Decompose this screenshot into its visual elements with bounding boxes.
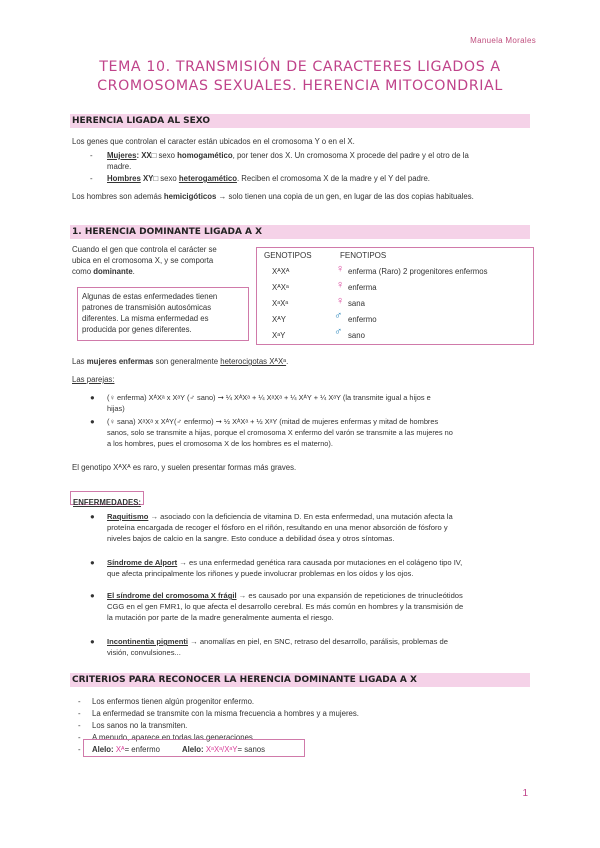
s2-intro-l3c: .	[132, 267, 135, 276]
muj-underline: heterocigotas XᴬXᵃ	[220, 357, 287, 366]
enf-l1: → anomalías en piel, en SNC, retraso del desarrollo, parálisis, problemas de	[188, 637, 449, 646]
enf-l2: proteína encargada de recoger el fósforo en el riñón, resultando en una menor absorción de fósforo y	[107, 523, 448, 532]
enf-l3: la mutación por parte de la madre generalmente aumenta el riesgo.	[107, 613, 334, 622]
alelo-rest: = enfermo	[124, 745, 160, 754]
s2-intro-l2: ubica en el cromosoma X, y se comporta	[72, 256, 214, 265]
s2-intro-l3a: como	[72, 267, 94, 276]
bullet-dot: ●	[90, 417, 95, 426]
hemi-b: → solo tienen una copia de un gen, en lugar de las dos copias habituales.	[216, 192, 474, 201]
female-icon: ♀	[336, 279, 345, 291]
enfermedades-heading-box	[70, 491, 144, 505]
note-l1: Algunas de estas enfermedades tienen	[82, 292, 218, 301]
enf-incontinentia	[107, 636, 535, 658]
enf-raquitismo	[107, 511, 535, 544]
genotype-table-box	[256, 247, 534, 345]
table-row-1-genotype: XᴬXᴬ	[272, 267, 290, 276]
pareja-2-l2: sanos, solo se transmite a hijas, porque el cromosoma X enfermo del varón se transmite a las mujeres no	[107, 428, 453, 437]
heading-herencia-ligada: HERENCIA LIGADA AL SEXO	[70, 114, 530, 128]
table-row-4-phenotype: enfermo	[348, 315, 377, 324]
note-text	[82, 291, 246, 335]
title-line-2: CROMOSOMAS SEXUALES. HERENCIA MITOCONDRIAL	[97, 78, 503, 94]
pareja-2-l1: (♀ sana) XᵃXᵃ x XᴬY(♂ enfermo) ➞ ½ XᴬXᵃ + ½ XᵃY (mitad de mujeres enfermas y mitad de hombres	[107, 417, 439, 426]
table-col-fenotipos: FENOTIPOS	[340, 251, 387, 260]
criterio-3: Los sanos no la transmiten.	[92, 721, 188, 730]
criterio-4: A menudo, aparece en todas las generaciones.	[92, 733, 255, 742]
mujeres-genotype: : XX	[136, 151, 152, 160]
alelo-label: Alelo:	[182, 745, 204, 754]
male-icon: ♂	[334, 326, 343, 338]
enfermedades-heading: ENFERMEDADES:	[73, 498, 142, 507]
muj-bold: mujeres enfermas	[86, 357, 154, 366]
alelo-value: XᵃXᵃ/XᵃY	[203, 745, 238, 754]
female-icon: ♀	[336, 263, 345, 275]
bullet-dot: ●	[90, 512, 95, 521]
enf-term: Incontinentia pigmenti	[107, 637, 188, 646]
hemi-bold: hemicigóticos	[163, 192, 217, 201]
page-number: 1	[522, 788, 528, 799]
hombres-item	[107, 173, 430, 184]
heading-criterios: CRITERIOS PARA RECONOCER LA HERENCIA DOMINANTE LIGADA A X	[70, 673, 530, 687]
hemicigoticos-text	[72, 191, 474, 202]
s2-intro	[72, 244, 252, 277]
bullet-dot: ●	[90, 393, 95, 402]
hombres-genotype: XY	[140, 174, 154, 183]
bullet-dash: -	[90, 151, 93, 160]
muj-b: son generalmente	[153, 357, 221, 366]
bullet-dot: ●	[90, 637, 95, 646]
bullet-dash: -	[78, 733, 81, 742]
enf-l2: CGG en el gen FMR1, lo que afecta el desarrollo cerebral. Es más común en hombres y la transmisión de	[107, 602, 464, 611]
pareja-1-l1: (♀ enferma) XᴬXᵃ x XᵃY (♂ sano) ➞ ¼ XᴬXᵃ + ¼ XᵃXᵃ + ¼ XᴬY + ¼ XᵃY (la transmite igual a hijos e	[107, 393, 431, 402]
heading-herencia-dominante: 1. HERENCIA DOMINANTE LIGADA A X	[70, 225, 530, 239]
enf-term: El síndrome del cromosoma X frágil	[107, 591, 237, 600]
hombres-text: sexo	[160, 174, 179, 183]
mujeres-text: sexo	[158, 151, 178, 160]
criterio-2: La enfermedad se transmite con la misma frecuencia a hombres y a mujeres.	[92, 709, 359, 718]
enf-term: Síndrome de Alport	[107, 558, 178, 567]
male-icon: ♂	[334, 310, 343, 322]
page-title	[60, 58, 540, 96]
table-col-genotipos: GENOTIPOS	[264, 251, 312, 260]
mujeres-item	[107, 150, 527, 172]
mujeres-text-4: madre.	[107, 162, 132, 171]
female-icon: ♀	[336, 295, 345, 307]
bullet-dash: -	[78, 697, 81, 706]
bullet-dash: -	[78, 721, 81, 730]
pareja-1	[107, 392, 535, 414]
alelo-enfermo	[92, 744, 160, 755]
muj-a: Las	[72, 357, 87, 366]
mujeres-term: Mujeres	[107, 151, 137, 160]
table-row-1-phenotype: enferma (Raro) 2 progenitores enfermos	[348, 267, 488, 276]
hombres-text-3: . Reciben el cromosoma X de la madre y el Y del padre.	[236, 174, 430, 183]
bullet-dot: ●	[90, 591, 95, 600]
table-row-4-genotype: XᴬY	[272, 315, 286, 324]
alelo-sano	[182, 744, 265, 755]
arrow-icon: □	[151, 151, 157, 160]
note-l3: diferentes. La misma enfermedad es	[82, 314, 209, 323]
enf-l1: → es una enfermedad genética rara causada por mutaciones en el colágeno tipo IV,	[177, 558, 463, 567]
note-l2: patrones de transmisión autosómicas	[82, 303, 212, 312]
note-l4: producida por genes diferentes.	[82, 325, 192, 334]
table-row-5-genotype: XᵃY	[272, 331, 286, 340]
bullet-dot: ●	[90, 558, 95, 567]
table-row-2-genotype: XᴬXᵃ	[272, 283, 289, 292]
author-name: Manuela Morales	[470, 36, 536, 45]
table-row-2-phenotype: enferma	[348, 283, 377, 292]
hemi-a: Los hombres son además	[72, 192, 164, 201]
mujeres-text-3: , por tener dos X. Un cromosoma X procede del padre y el otro de la	[232, 151, 469, 160]
alelo-rest: = sanos	[237, 745, 266, 754]
enf-l2: que afecta principalmente los riñones y puede involucrar problemas en los oídos y los ojos.	[107, 569, 414, 578]
hombres-bold: heterogamético	[178, 174, 237, 183]
genotipo-raro-text: El genotipo XᴬXᴬ es raro, y suelen presentar formas más graves.	[72, 463, 297, 472]
bullet-dash: -	[78, 745, 81, 754]
alelo-label: Alelo:	[92, 745, 114, 754]
table-row-3-genotype: XᵃXᵃ	[272, 299, 289, 308]
enf-l1: → asociado con la deficiencia de vitamina D. En esta enfermedad, una mutación afecta la	[148, 512, 453, 521]
arrow-icon: □	[153, 174, 159, 183]
s2-intro-l1: Cuando el gen que controla el carácter se	[72, 245, 217, 254]
s2-intro-bold: dominante	[93, 267, 133, 276]
pareja-2	[107, 416, 535, 449]
bullet-dash: -	[90, 174, 93, 183]
enf-alport	[107, 557, 535, 579]
table-row-5-phenotype: sano	[348, 331, 365, 340]
pareja-1-l2: hijas)	[107, 404, 125, 413]
enf-x-fragil	[107, 590, 535, 623]
enf-l1: → es causado por una expansión de repeticiones de trinucleótidos	[236, 591, 463, 600]
alelo-value: Xᴬ	[113, 745, 125, 754]
mujeres-enfermas-text	[72, 356, 288, 367]
muj-c: .	[286, 357, 289, 366]
enf-l2: visión, convulsiones...	[107, 648, 181, 657]
parejas-label: Las parejas:	[72, 375, 115, 384]
pareja-2-l3: a los hombres, pues el cromosoma X de los hombres es el materno).	[107, 439, 333, 448]
enf-l3: niveles bajos de calcio en la sangre. Esto conduce a debilidad ósea y otros síntomas.	[107, 534, 395, 543]
hombres-term: Hombres	[107, 174, 141, 183]
enf-term: Raquitismo	[107, 512, 149, 521]
mujeres-bold: homogamético	[177, 151, 233, 160]
criterio-1: Los enfermos tienen algún progenitor enfermo.	[92, 697, 255, 706]
s1-intro: Los genes que controlan el caracter están ubicados en el cromosoma Y o en el X.	[72, 137, 355, 146]
bullet-dash: -	[78, 709, 81, 718]
table-row-3-phenotype: sana	[348, 299, 365, 308]
title-line-1: TEMA 10. TRANSMISIÓN DE CARACTERES LIGADOS A	[99, 59, 501, 75]
